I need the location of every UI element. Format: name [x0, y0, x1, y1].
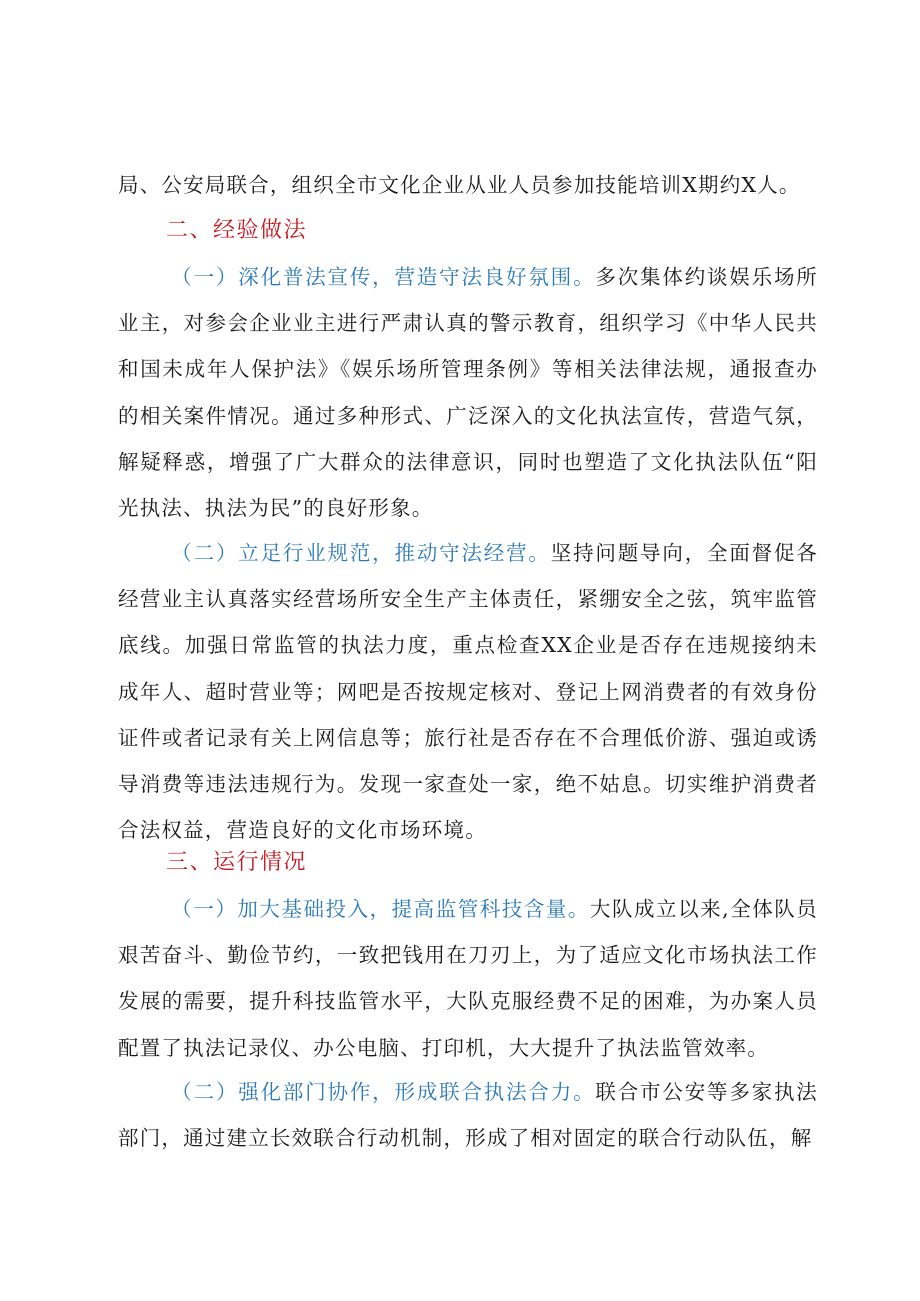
- section-heading-experience: 二、经验做法: [166, 218, 308, 243]
- paragraph-body: 联合市公安等多家执法部门，通过建立长效联合行动机制，形成了相对固定的联合行动队伍，解: [118, 1080, 818, 1151]
- paragraph-lead: （一）深化普法宣传，营造守法良好氛围。: [171, 265, 596, 289]
- paragraph-text: 局、公安局联合，组织全市文化企业从业人员参加技能培训X期约X人。: [118, 173, 801, 197]
- paragraph-body: 大队成立以来,全体队员艰苦奋斗、勤俭节约，一致把钱用在刀刃上，为了适应文化市场执法工作发展的需要，提升科技监管水平，大队克服经费不足的困难，为办案人员配置了执法记录仪、办公电脑、打印机，大大提升了执法监管效率。: [118, 897, 818, 1060]
- paragraph-body: 多次集体约谈娱乐场所业主，对参会企业业主进行严肃认真的警示教育，组织学习《中华人民共和国未成年人保护法》《娱乐场所管理条例》等相关法律法规，通报查办的相关案件情况。通过多种形式、广泛深入的文化执法宣传，营造气氛，解疑释惑，增强了广大群众的法律意识，同时也塑造了文化执法队伍“阳光执法、执法为民”的良好形象。: [118, 265, 818, 521]
- section-heading-operation: 三、运行情况: [166, 850, 308, 875]
- paragraph-legal-publicity: [118, 254, 818, 531]
- paragraph-lead: （二）立足行业规范，推动守法经营。: [171, 541, 551, 565]
- paragraph-industry-standards: [118, 530, 818, 853]
- paragraph-department-cooperation: [118, 1069, 818, 1161]
- paragraph-lead: （二）强化部门协作，形成联合执法合力。: [171, 1080, 596, 1104]
- paragraph-lead: （一）加大基础投入，提高监管科技含量。: [171, 897, 590, 921]
- paragraph-continued: [118, 162, 818, 208]
- paragraph-body: 坚持问题导向，全面督促各经营业主认真落实经营场所安全生产主体责任，紧绷安全之弦，筑牢监管底线。加强日常监管的执法力度，重点检查XX企业是否存在违规接纳未成年人、超时营业等；网吧是否按规定核对、登记上网消费者的有效身份证件或者记录有关上网信息等；旅行社是否存在不合理低价游、强迫或诱导消费等违法违规行为。发现一家查处一家，绝不姑息。切实维护消费者合法权益，营造良好的文化市场环境。: [118, 541, 818, 843]
- paragraph-infrastructure: [118, 886, 818, 1071]
